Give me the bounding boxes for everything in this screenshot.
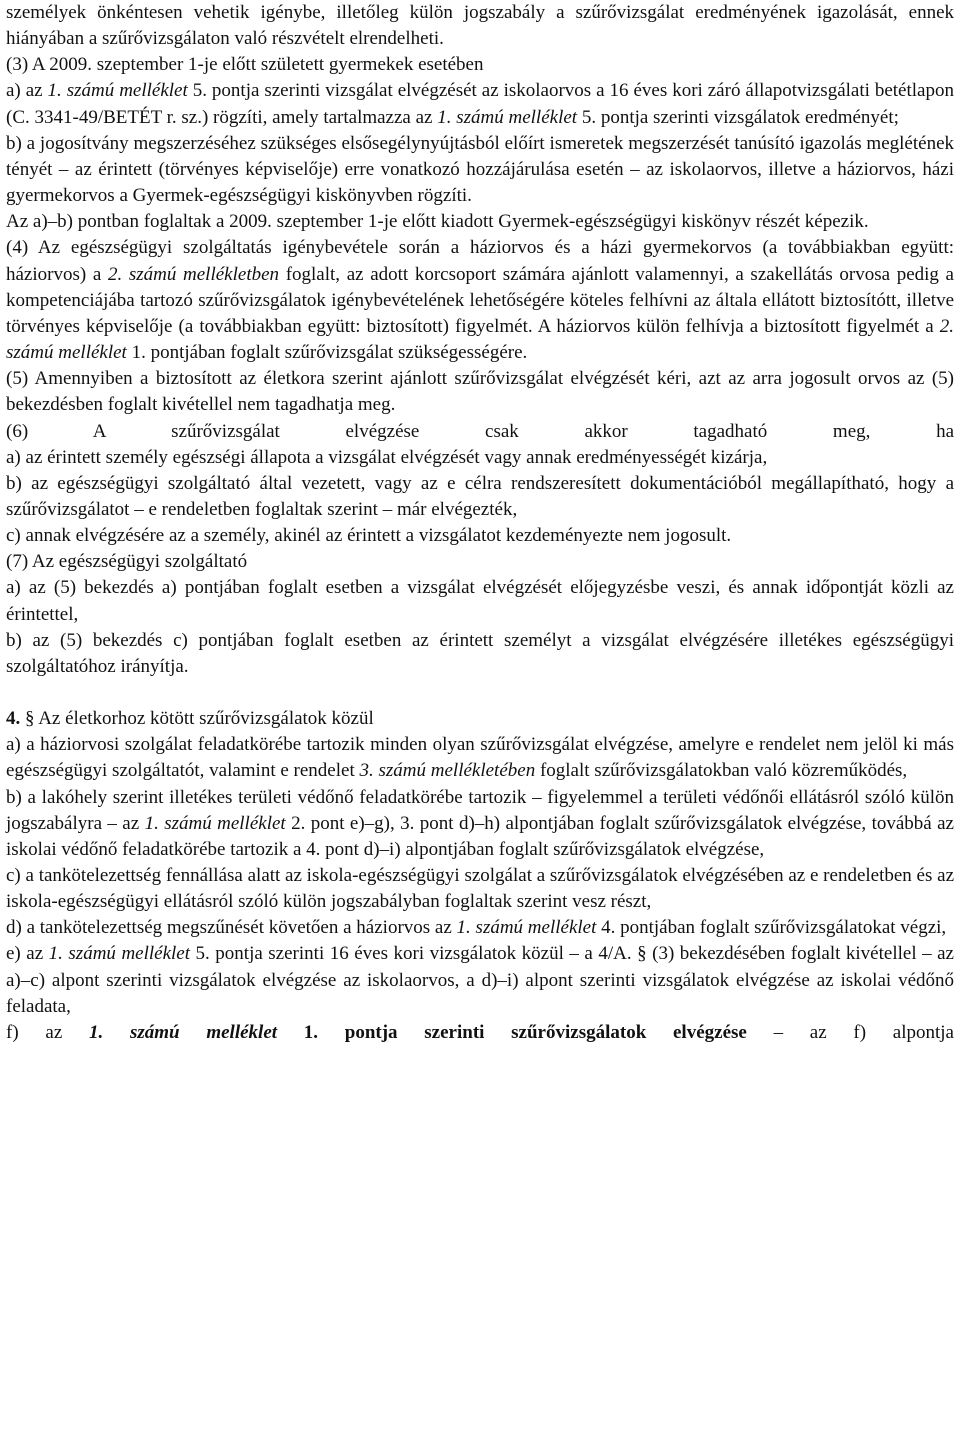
paragraph-3-closing: Az a)–b) pontban foglaltak a 2009. szeptember 1-je előtt kiadott Gyermek-egészségügyi kiskönyv részét képezik. [6, 211, 869, 233]
paragraph-6c: c) annak elvégzésére az a személy, akinél az érintett a vizsgálatot kezdeményezte nem jogosult. [6, 525, 732, 547]
text-run: (4) Az egészségügyi szolgáltatás igénybevétele során a háziorvos és a házi gyermekorvos (a továbbiakban együtt: háziorvos) a [6, 237, 954, 285]
text-run: foglalt szűrővizsgálatokban való közreműködés, [535, 760, 908, 782]
paragraph-6b: b) az egészségügyi szolgáltató által vezetett, vagy az e célra rendszeresített dokumentációból megállapítható, hogy a szűrővizsgálatot – e rendeletben foglaltak szerint – már elvégezték, [6, 472, 954, 520]
annex-reference: 3. számú mellékletében [359, 760, 536, 782]
annex-reference: 1. számú melléklet [456, 917, 597, 939]
text-run: f) az [6, 1021, 89, 1043]
paragraph-7b: b) az (5) bekezdés c) pontjában foglalt esetben az érintett személyt a vizsgálat elvégzésére illetékes egészségügyi szolgáltatóhoz irányítja. [6, 629, 954, 677]
text-run: e) az [6, 943, 49, 965]
paragraph-5: (5) Amennyiben a biztosított az életkora szerint ajánlott szűrővizsgálat elvégzését kéri, azt az arra jogosult orvos az (5) bekezdésben foglalt kivétellel nem tagadhatja meg. [6, 368, 954, 416]
section-number: 4. [6, 708, 21, 730]
text-run: 4. pontjában foglalt szűrővizsgálatokat végzi, [596, 917, 947, 939]
text-run: 1. pontjában foglalt szűrővizsgálat szükségességére. [126, 342, 528, 364]
annex-reference: 2. számú mellékletben [107, 263, 280, 285]
text-run: 1. pontja szerinti szűrővizsgálatok elvégzése [277, 1021, 747, 1043]
bold-text [89, 1022, 747, 1043]
text-run: 2. pont e)–g), 3. pont d)–h) alpontjában foglalt szűrővizsgálatok elvégzése, továbbá az iskolai védőnő feladatkörébe tartozik a 4. pont d)–i) alpontjában foglalt szűrővizsgálatok elvégzése, [6, 812, 954, 860]
text-run: 5. pontja szerinti 16 éves kori vizsgálatok közül – a 4/A. § (3) bekezdésében foglalt kivétellel – az a)–c) alpont szerinti vizsgálatok elvégzése az iskolaorvos, a d)–i) alpont szerinti vizsgálatok elvégzése az iskolai védőnő feladata, [6, 943, 954, 1017]
text-run: 5. pontja szerinti vizsgálat elvégzését az iskolaorvos a 16 éves kori záró állapotvizsgálati betétlapon (C. 3341-49/BETÉT r. sz.) rögzíti, amely tartalmazza az [6, 80, 954, 128]
annex-reference: 1. számú melléklet [144, 812, 286, 834]
annex-reference: 2. számú melléklet [6, 315, 954, 364]
section-sign-icon: § [25, 708, 35, 730]
paragraph-6a: a) az érintett személy egészségi állapota a vizsgálat elvégzését vagy annak eredményességét kizárja, [6, 446, 768, 468]
text-run: d) a tankötelezettség megszűnését követően a háziorvos az [6, 917, 457, 939]
section-4-item-b [6, 785, 954, 863]
annex-reference: 1. számú melléklet [47, 80, 188, 102]
annex-reference: 1. számú melléklet [437, 106, 578, 128]
text-run: b) a lakóhely szerint illetékes területi védőnő feladatkörébe tartozik – figyelemmel a területi védőnői ellátásról szóló külön jogszabályra – az [6, 786, 954, 834]
paragraph-7: (7) Az egészségügyi szolgáltató [6, 551, 248, 573]
section-4-item-d [6, 915, 954, 941]
paragraph-6: (6) A szűrővizsgálat elvégzése csak akkor tagadható meg, ha [6, 420, 954, 442]
text-run: a) a háziorvosi szolgálat feladatkörébe tartozik minden olyan szűrővizsgálat elvégzése, amelyre e rendelet nem jelöl ki más egészségügyi szolgáltatót, valamint e rendelet [6, 734, 954, 782]
text-run: 5. pontja szerinti vizsgálatok eredményét; [577, 106, 899, 128]
paragraph-3a [6, 78, 954, 130]
paragraph-7a: a) az (5) bekezdés a) pontjában foglalt esetben a vizsgálat elvégzését előjegyzésbe veszi, és annak időpontját közli az érintettel, [6, 577, 954, 625]
paragraph-continuation: személyek önkéntesen vehetik igénybe, illetőleg külön jogszabály a szűrővizsgálat eredményének igazolását, ennek hiányában a szűrővizsgálaton való részvételt elrendelheti. [6, 2, 954, 50]
text-run: foglalt, az adott korcsoport számára ajánlott valamennyi, a szakellátás orvosa pedig a kompetenciájába tartozó szűrővizsgálatok igénybevételének lehetőségére köteles felhívni az általa ellátott biztosítótt, illetve törvényes képviselője (a továbbiakban együtt: biztosított) figyelmét. A háziorvos külön felhívja a biztosított figyelmét a [6, 263, 954, 337]
section-4-item-c: c) a tankötelezettség fennállása alatt az iskola-egészségügyi szolgálat a szűrővizsgálatok elvégzésében az e rendeletben és az iskola-egészségügyi ellátásról szóló külön jogszabályban foglaltak szerint vesz részt, [6, 865, 954, 913]
section-title: Az életkorhoz kötött szűrővizsgálatok közül [38, 708, 374, 730]
annex-reference: 1. számú melléklet [48, 943, 191, 965]
text-run: a) az [6, 80, 48, 102]
section-4-item-a [6, 732, 954, 784]
section-4-item-f [6, 1020, 954, 1046]
annex-reference: 1. számú melléklet [89, 1021, 278, 1043]
paragraph-3b: b) a jogosítvány megszerzéséhez szükséges elsősegélynyújtásból előírt ismeretek megszerzését tanúsító igazolás meglétének tényét – az érintett (törvényes képviselője) erre vonatkozó hozzájárulása esetén – az iskolaorvos, illetve a háziorvos, házi gyermekorvos a Gyermek-egészségügyi kiskönyvben rögzíti. [6, 132, 954, 207]
section-4-item-e [6, 941, 954, 1019]
section-gap [6, 680, 954, 706]
paragraph-4 [6, 235, 954, 366]
section-4-heading [6, 706, 954, 732]
text-run: – az f) alpontja [746, 1021, 954, 1043]
paragraph-3: (3) A 2009. szeptember 1-je előtt született gyermekek esetében [6, 54, 484, 76]
